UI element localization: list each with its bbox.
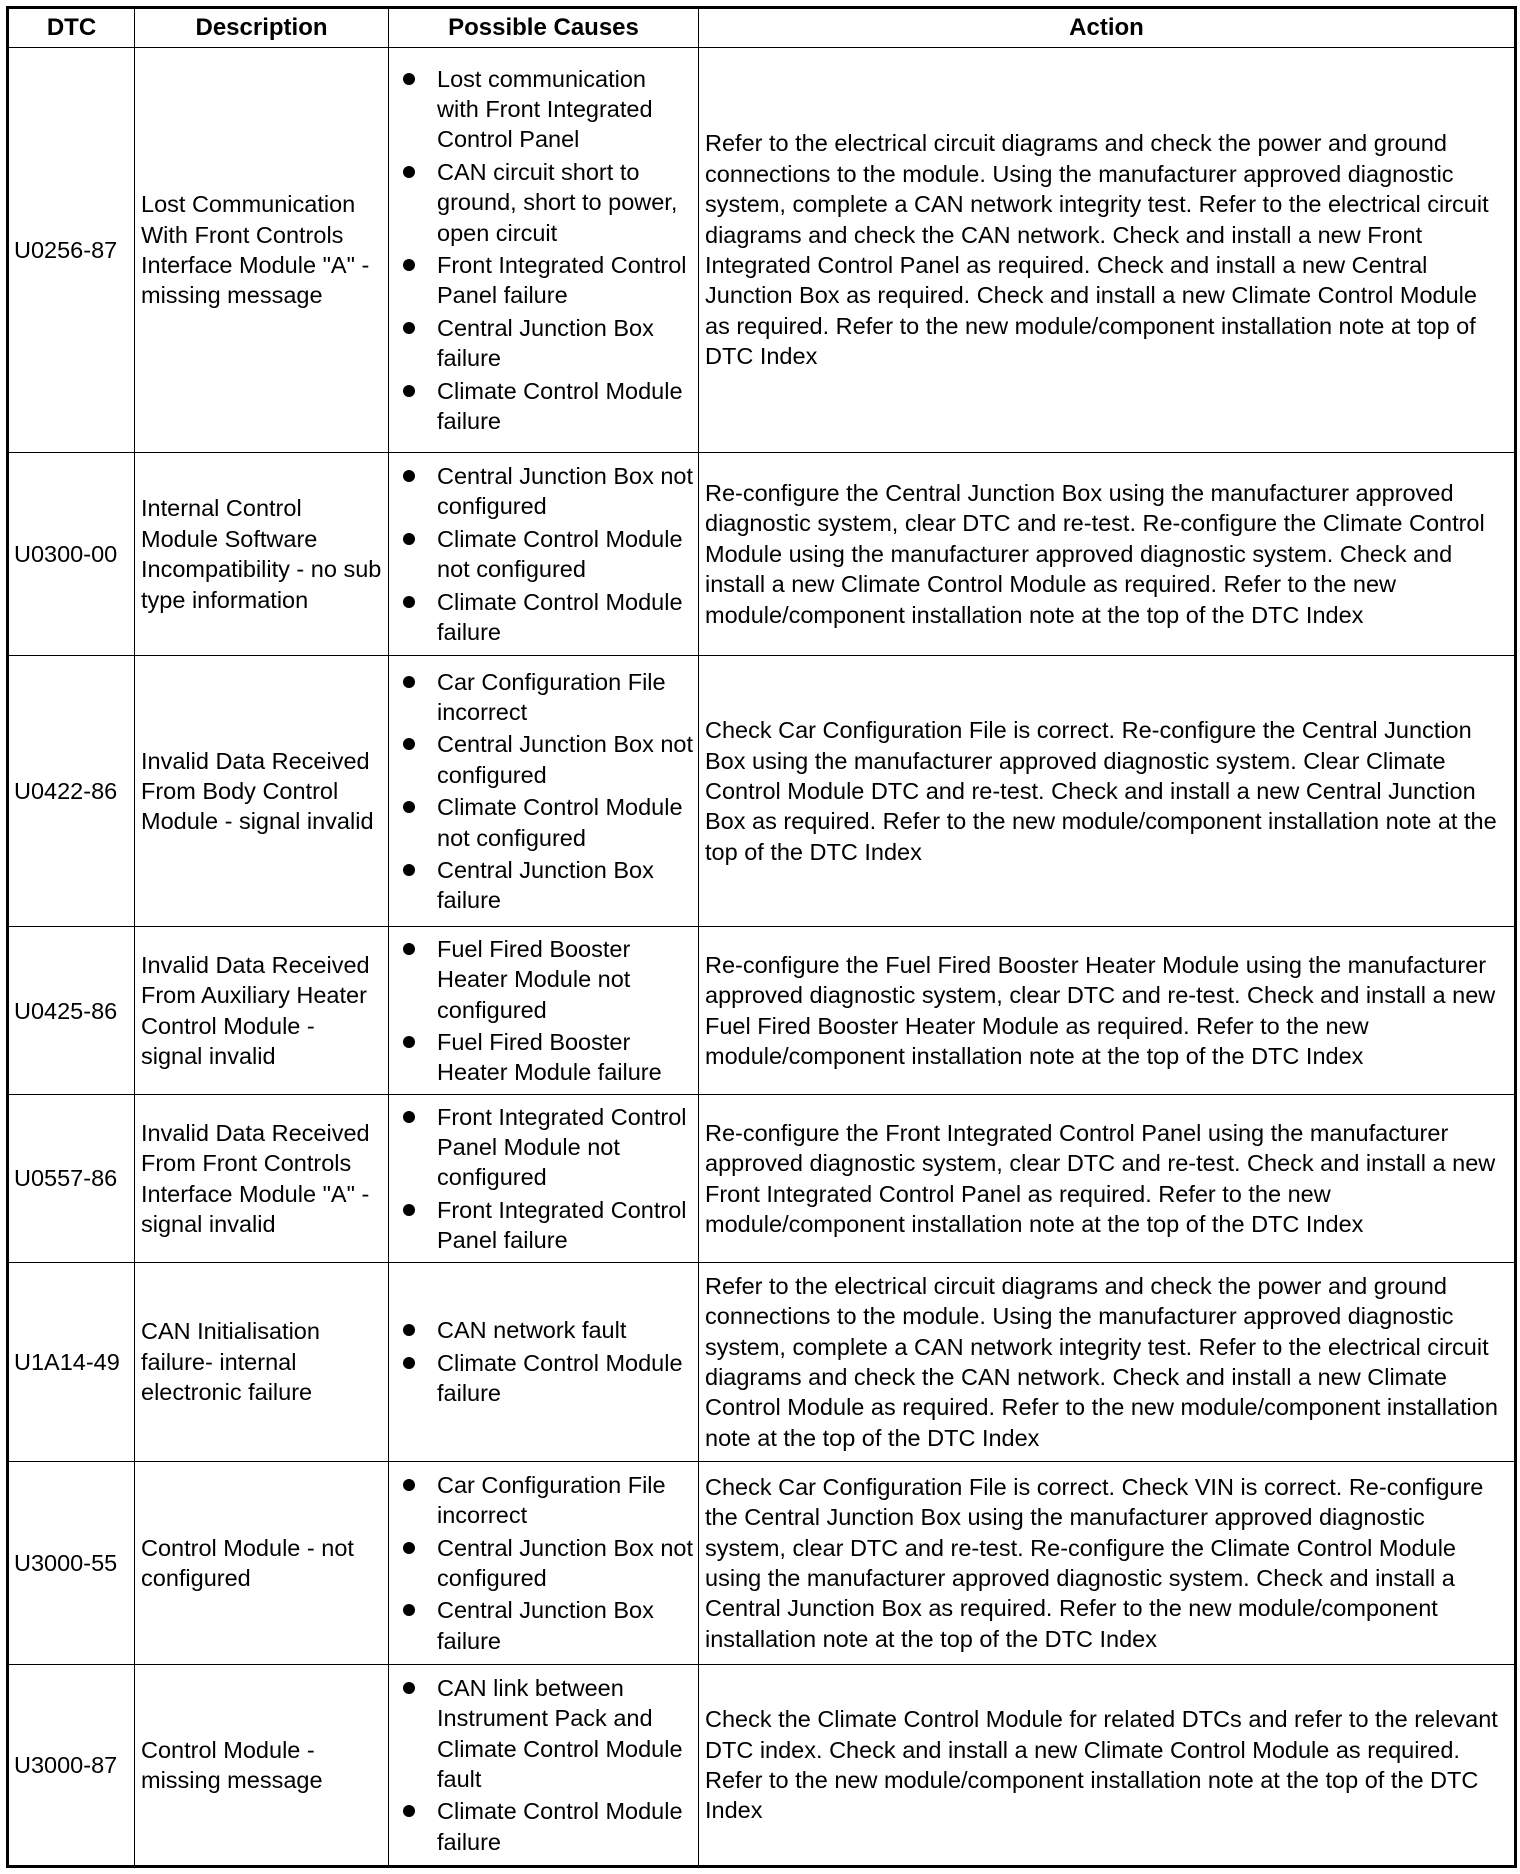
cause-item: Central Junction Box not configured [399,729,694,790]
cause-item: Central Junction Box failure [399,313,694,374]
dtc-description: Invalid Data Received From Auxiliary Heater Control Module - signal invalid [135,927,389,1095]
header-action: Action [699,8,1516,48]
table-row [8,48,1516,453]
dtc-description: Control Module - not configured [135,1461,389,1664]
cause-item: Central Junction Box failure [399,855,694,916]
dtc-code: U0422-86 [8,656,135,927]
table-row [8,1263,1516,1462]
cause-item: Car Configuration File incorrect [399,1470,694,1531]
cause-item: Climate Control Module failure [399,587,694,648]
cause-item: CAN network fault [399,1315,694,1345]
dtc-description: Invalid Data Received From Body Control Module - signal invalid [135,656,389,927]
cause-item: Fuel Fired Booster Heater Module not configured [399,934,694,1025]
dtc-action: Re-configure the Central Junction Box using the manufacturer approved diagnostic system, clear DTC and re-test. Re-configure the Climate Control Module using the manufacturer approved diagnostic system. Check and install a new Climate Control Module as required. Refer to the new module/component installation note at the top of the DTC Index [699,453,1516,656]
header-dtc: DTC [8,8,135,48]
cause-item: Climate Control Module failure [399,376,694,437]
dtc-action: Re-configure the Front Integrated Control Panel using the manufacturer approved diagnostic system, clear DTC and re-test. Check and install a new Front Integrated Control Panel as required. Refer to the new module/component installation note at the top of the DTC Index [699,1095,1516,1263]
possible-causes-cell [389,1461,699,1664]
dtc-action: Check the Climate Control Module for related DTCs and refer to the relevant DTC index. Check and install a new Climate Control Module as required. Refer to the new module/component installation note at the top of the DTC Index [699,1664,1516,1866]
cause-item: Climate Control Module not configured [399,792,694,853]
header-possible-causes: Possible Causes [389,8,699,48]
table-row [8,927,1516,1095]
cause-item: Climate Control Module not configured [399,524,694,585]
table-row [8,1461,1516,1664]
table-row [8,1095,1516,1263]
header-row [8,8,1516,48]
cause-item: Climate Control Module failure [399,1796,694,1857]
dtc-description: Invalid Data Received From Front Controls Interface Module "A" - signal invalid [135,1095,389,1263]
dtc-code: U1A14-49 [8,1263,135,1462]
dtc-action: Refer to the electrical circuit diagrams and check the power and ground connections to the module. Using the manufacturer approved diagnostic system, complete a CAN network integrity test. Refer to the electrical circuit diagrams and check the CAN network. Check and install a new Front Integrated Control Panel as required. Check and install a new Central Junction Box as required. Check and install a new Climate Control Module as required. Refer to the new module/component installation note at top of DTC Index [699,48,1516,453]
dtc-code: U0557-86 [8,1095,135,1263]
header-description: Description [135,8,389,48]
table-row [8,453,1516,656]
cause-item: Front Integrated Control Panel failure [399,250,694,311]
possible-causes-cell [389,927,699,1095]
cause-item: Central Junction Box not configured [399,1533,694,1594]
dtc-description: CAN Initialisation failure- internal electronic failure [135,1263,389,1462]
possible-causes-cell [389,656,699,927]
dtc-code: U3000-87 [8,1664,135,1866]
cause-item: Car Configuration File incorrect [399,667,694,728]
cause-item: Fuel Fired Booster Heater Module failure [399,1027,694,1088]
dtc-table [6,6,1517,1868]
possible-causes-cell [389,453,699,656]
dtc-action: Check Car Configuration File is correct. Re-configure the Central Junction Box using the manufacturer approved diagnostic system. Clear Climate Control Module DTC and re-test. Check and install a new Central Junction Box as required. Refer to the new module/component installation note at the top of the DTC Index [699,656,1516,927]
dtc-code: U0300-00 [8,453,135,656]
dtc-action: Refer to the electrical circuit diagrams and check the power and ground connections to the module. Using the manufacturer approved diagnostic system, complete a CAN network integrity test. Refer to the electrical circuit diagrams and check the CAN network. Check and install a new Climate Control Module as required. Refer to the new module/component installation note at the top of the DTC Index [699,1263,1516,1462]
cause-item: Central Junction Box not configured [399,461,694,522]
cause-item: Lost communication with Front Integrated Control Panel [399,64,694,155]
dtc-action: Check Car Configuration File is correct. Check VIN is correct. Re-configure the Central Junction Box using the manufacturer approved diagnostic system, clear DTC and re-test. Re-configure the Climate Control Module using the manufacturer approved diagnostic system. Check and install a Central Junction Box as required. Refer to the new module/component installation note at the top of the DTC Index [699,1461,1516,1664]
dtc-action: Re-configure the Fuel Fired Booster Heater Module using the manufacturer approved diagnostic system, clear DTC and re-test. Check and install a new Fuel Fired Booster Heater Module as required. Refer to the new module/component installation note at the top of the DTC Index [699,927,1516,1095]
dtc-code: U0425-86 [8,927,135,1095]
cause-item: CAN link between Instrument Pack and Climate Control Module fault [399,1673,694,1795]
dtc-description: Control Module - missing message [135,1664,389,1866]
cause-item: Climate Control Module failure [399,1348,694,1409]
cause-item: Front Integrated Control Panel Module not configured [399,1102,694,1193]
dtc-code: U3000-55 [8,1461,135,1664]
cause-item: Front Integrated Control Panel failure [399,1195,694,1256]
possible-causes-cell [389,1664,699,1866]
possible-causes-cell [389,1263,699,1462]
cause-item: Central Junction Box failure [399,1595,694,1656]
possible-causes-cell [389,1095,699,1263]
dtc-description: Internal Control Module Software Incompatibility - no sub type information [135,453,389,656]
table-row [8,1664,1516,1866]
possible-causes-cell [389,48,699,453]
dtc-code: U0256-87 [8,48,135,453]
table-row [8,656,1516,927]
dtc-description: Lost Communication With Front Controls Interface Module "A" - missing message [135,48,389,453]
cause-item: CAN circuit short to ground, short to power, open circuit [399,157,694,248]
